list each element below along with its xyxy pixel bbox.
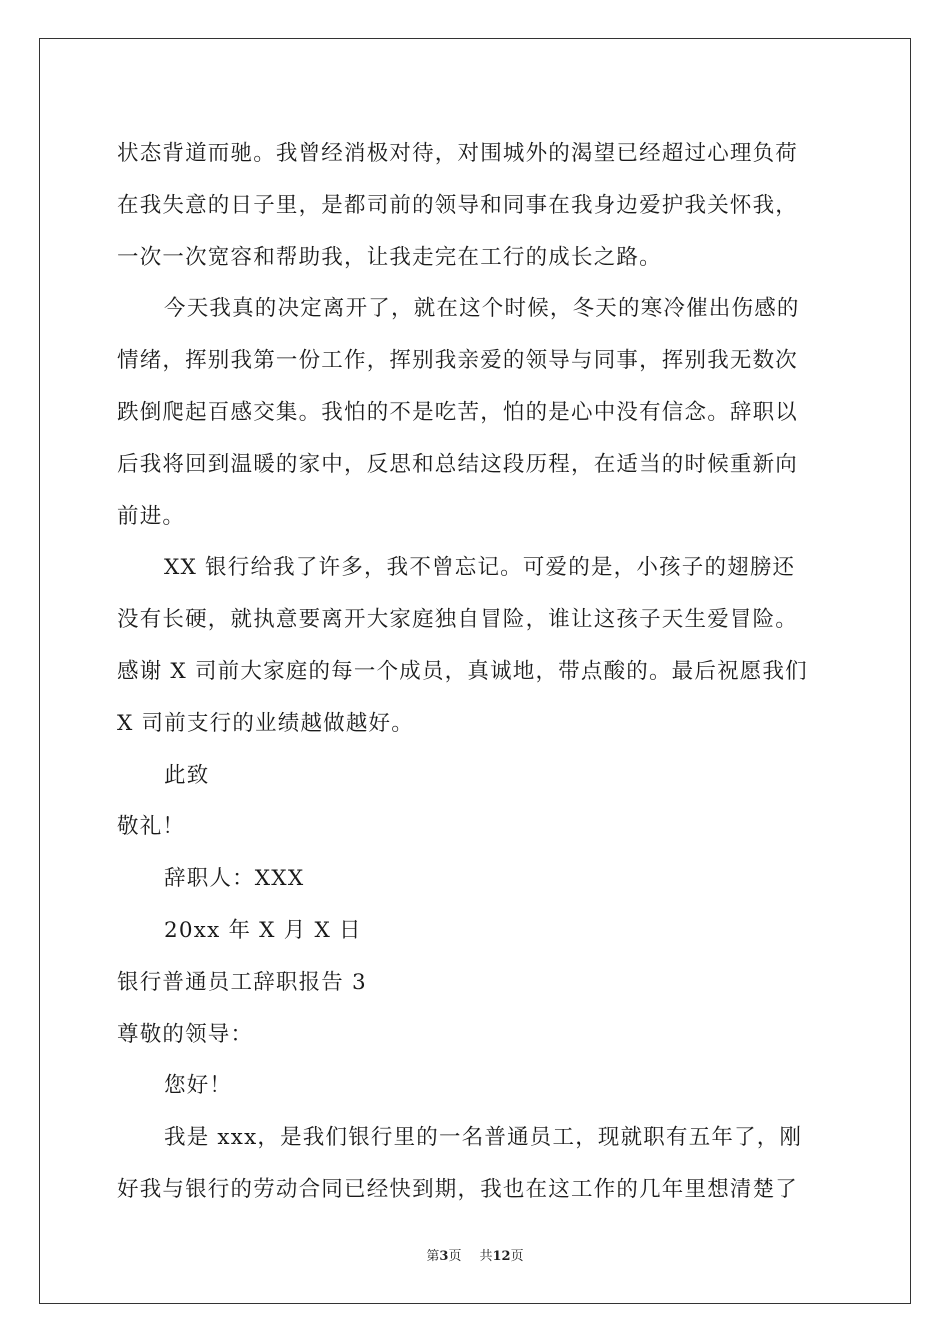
total-page-number: 12	[492, 1249, 511, 1264]
text-line-21: 好我与银行的劳动合同已经快到期，我也在这工作的几年里想清楚了	[117, 1176, 799, 1202]
total-suffix: 页	[510, 1249, 524, 1264]
text-line-1: 状态背道而驰。我曾经消极对待，对围城外的渴望已经超过心理负荷	[117, 141, 799, 166]
text-line-5: 情绪，挥别我第一份工作，挥别我亲爱的领导与同事，挥别我无数次	[117, 348, 799, 374]
section-heading: 银行普通员工辞职报告 3	[117, 969, 367, 995]
text-line-20: 我是 xxx，是我们银行里的一名普通员工，现就职有五年了，刚	[164, 1125, 803, 1151]
text-line-3: 一次一次宽容和帮助我，让我走完在工行的成长之路。	[117, 244, 662, 270]
text-line-9: XX 银行给我了许多，我不曾忘记。可爱的是，小孩子的翅膀还	[164, 555, 796, 581]
page-footer	[0, 1247, 950, 1267]
closing-salutation: 此致	[164, 762, 210, 788]
current-page-number: 3	[439, 1249, 449, 1264]
page-suffix: 页	[448, 1249, 462, 1264]
date-line: 20xx 年 X 月 X 日	[164, 917, 362, 943]
signature-line: 辞职人：XXX	[164, 866, 305, 892]
text-line-7: 后我将回到温暖的家中，反思和总结这段历程，在适当的时候重新向	[117, 451, 799, 477]
text-line-11: 感谢 X 司前大家庭的每一个成员，真诚地，带点酸的。最后祝愿我们	[117, 658, 808, 684]
text-line-4: 今天我真的决定离开了，就在这个时候，冬天的寒冷催出伤感的	[164, 296, 800, 322]
text-line-10: 没有长硬，就执意要离开大家庭独自冒险，谁让这孩子天生爱冒险。	[117, 607, 799, 633]
text-line-6: 跌倒爬起百感交集。我怕的不是吃苦，怕的是心中没有信念。辞职以	[117, 399, 799, 425]
page-prefix: 第	[426, 1249, 440, 1264]
total-prefix: 共	[479, 1249, 493, 1264]
text-line-8: 前进。	[117, 503, 186, 529]
text-line-12: X 司前支行的业绩越做越好。	[117, 710, 414, 736]
letter-hello: 您好！	[164, 1073, 233, 1099]
document-body	[117, 128, 837, 1216]
text-line-2: 在我失意的日子里，是都司前的领导和同事在我身边爱护我关怀我，	[117, 192, 799, 218]
closing-regards: 敬礼！	[117, 814, 186, 840]
letter-greeting: 尊敬的领导：	[117, 1021, 254, 1047]
